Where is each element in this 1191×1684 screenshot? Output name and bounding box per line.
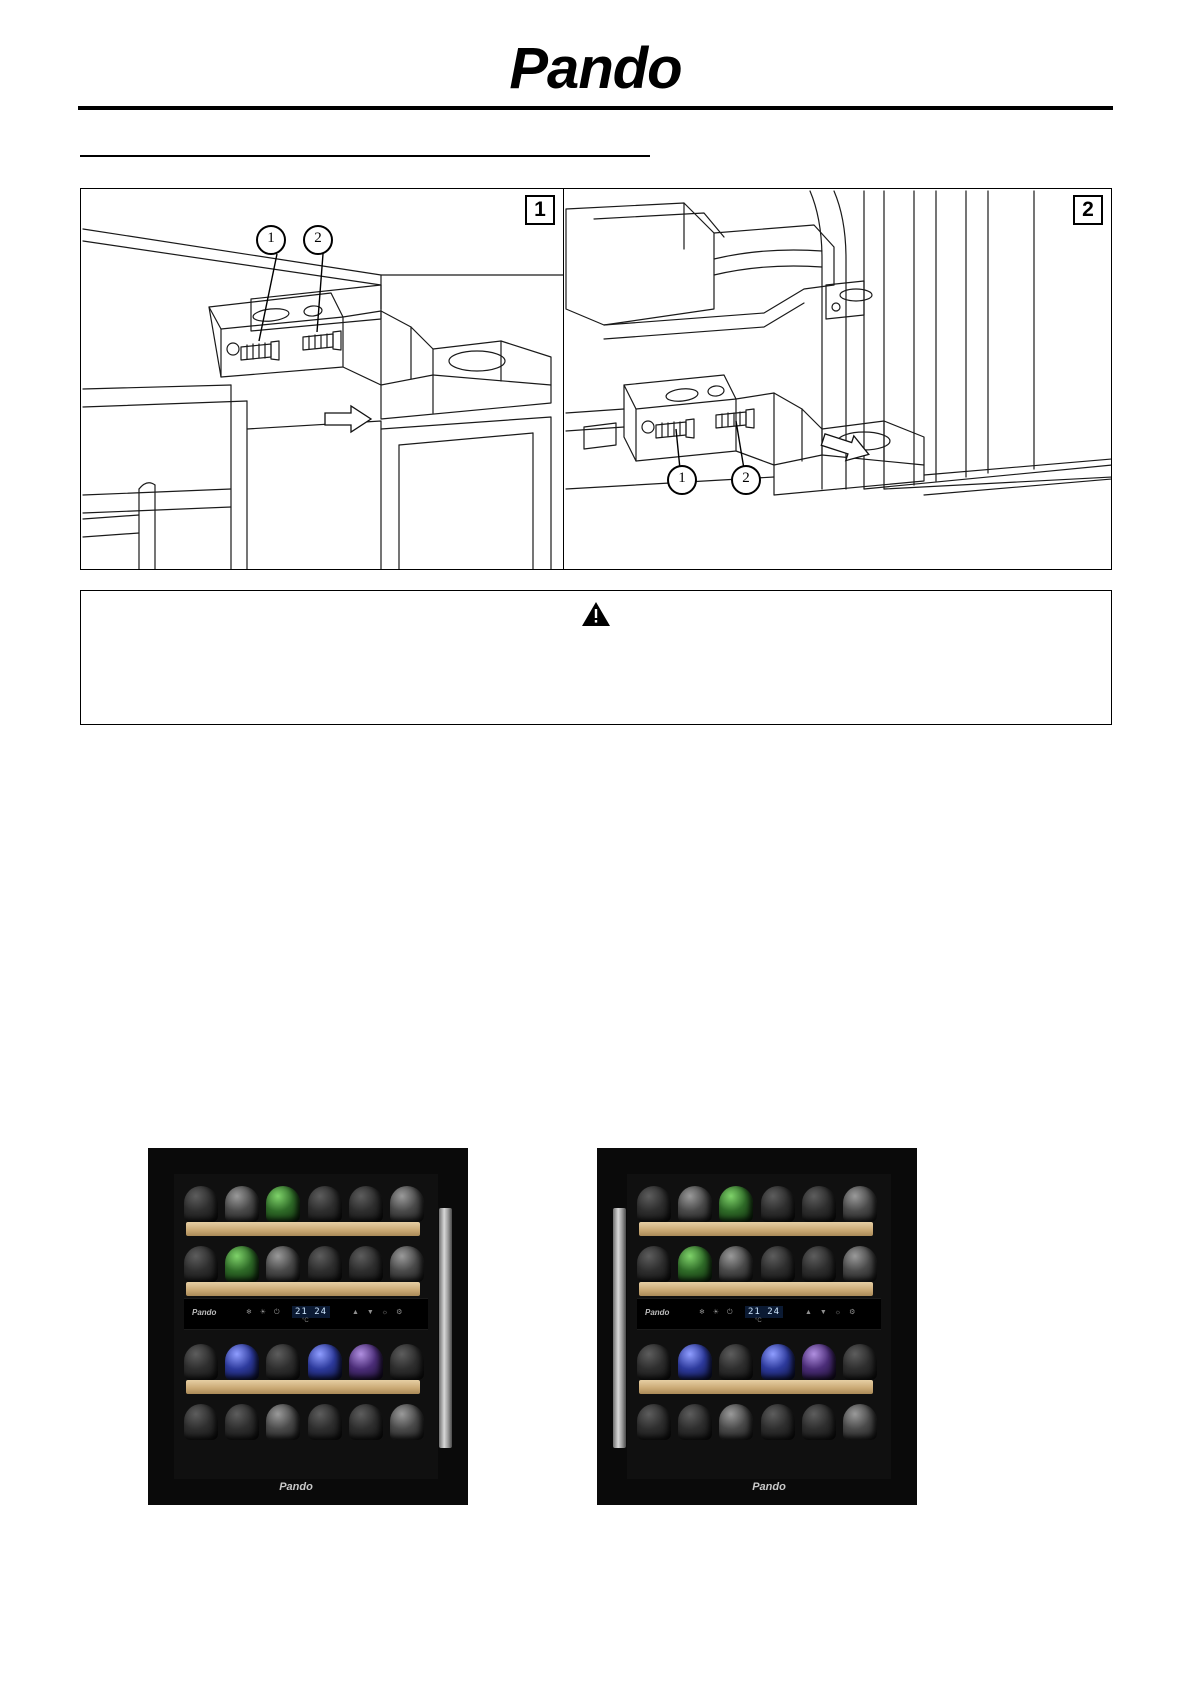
bottle xyxy=(308,1344,342,1380)
bottle xyxy=(184,1404,218,1440)
control-icons-left[interactable]: ❄ ☀ ⏻ xyxy=(246,1309,283,1316)
bottle xyxy=(637,1404,671,1440)
bottle xyxy=(802,1344,836,1380)
bottle xyxy=(678,1186,712,1222)
temperature-unit: °C xyxy=(302,1318,309,1324)
bottle xyxy=(637,1246,671,1282)
page-header xyxy=(0,36,1191,101)
bottle xyxy=(761,1344,795,1380)
bottle xyxy=(719,1186,753,1222)
bottle xyxy=(349,1404,383,1440)
bottle xyxy=(349,1246,383,1282)
bottle xyxy=(843,1186,877,1222)
bottle-row xyxy=(637,1180,877,1222)
figure-panel-1 xyxy=(80,188,564,570)
bottle xyxy=(843,1344,877,1380)
bottle xyxy=(843,1404,877,1440)
bottle xyxy=(678,1246,712,1282)
wood-shelf xyxy=(639,1222,873,1236)
bottle-row xyxy=(637,1398,877,1440)
bottle-row xyxy=(637,1240,877,1282)
door-handle[interactable] xyxy=(613,1208,626,1448)
figure-2-number: 2 xyxy=(1073,195,1103,225)
brand-logo: Pando xyxy=(509,36,682,101)
product-photo-right xyxy=(597,1148,917,1505)
bottle xyxy=(390,1344,424,1380)
bottle xyxy=(761,1246,795,1282)
bottle-row xyxy=(184,1180,424,1222)
bottle xyxy=(225,1246,259,1282)
bottle xyxy=(266,1404,300,1440)
bottle xyxy=(719,1404,753,1440)
bottle xyxy=(390,1186,424,1222)
control-icons-right[interactable]: ▲ ▼ ☼ ⚙ xyxy=(805,1309,859,1316)
bottle xyxy=(349,1344,383,1380)
control-panel-brand: Pando xyxy=(645,1308,670,1317)
figure-2-callout-1: 1 xyxy=(667,465,697,495)
bottle xyxy=(719,1246,753,1282)
temperature-display: 21 24 xyxy=(745,1306,783,1318)
bottle xyxy=(308,1246,342,1282)
product-brand-right: Pando xyxy=(752,1481,786,1493)
bottle xyxy=(802,1404,836,1440)
bottle xyxy=(184,1344,218,1380)
control-icons-left[interactable]: ❄ ☀ ⏻ xyxy=(699,1309,736,1316)
figure-1-callout-1: 1 xyxy=(256,225,286,255)
section-divider xyxy=(80,155,650,157)
bottle xyxy=(802,1186,836,1222)
bottle xyxy=(308,1404,342,1440)
cabinet-interior-left xyxy=(174,1174,438,1479)
wood-shelf xyxy=(186,1282,420,1296)
figure-2-callout-2: 2 xyxy=(731,465,761,495)
header-divider xyxy=(78,106,1113,110)
bottle xyxy=(308,1186,342,1222)
wood-shelf xyxy=(639,1380,873,1394)
bottle xyxy=(637,1344,671,1380)
bottle xyxy=(266,1246,300,1282)
bottle xyxy=(719,1344,753,1380)
figure-panel-2 xyxy=(564,188,1112,570)
cabinet-interior-right xyxy=(627,1174,891,1479)
wood-shelf xyxy=(186,1222,420,1236)
figure-1-number: 1 xyxy=(525,195,555,225)
bottle xyxy=(843,1246,877,1282)
control-panel-right[interactable] xyxy=(637,1298,881,1330)
door-handle[interactable] xyxy=(439,1208,452,1448)
bottle xyxy=(266,1344,300,1380)
bottle-row xyxy=(637,1338,877,1380)
bottle xyxy=(184,1246,218,1282)
bottle xyxy=(184,1186,218,1222)
control-panel-brand: Pando xyxy=(192,1308,217,1317)
wood-shelf xyxy=(186,1380,420,1394)
product-photo-group xyxy=(0,1148,1191,1508)
control-panel-left[interactable] xyxy=(184,1298,428,1330)
temperature-display: 21 24 xyxy=(292,1306,330,1318)
bottle-row xyxy=(184,1338,424,1380)
bottle xyxy=(802,1246,836,1282)
bottle xyxy=(390,1246,424,1282)
bottle xyxy=(637,1186,671,1222)
control-icons-right[interactable]: ▲ ▼ ☼ ⚙ xyxy=(352,1309,406,1316)
temperature-unit: °C xyxy=(755,1318,762,1324)
bottle xyxy=(678,1404,712,1440)
bottle xyxy=(266,1186,300,1222)
bottle xyxy=(349,1186,383,1222)
bottle-row xyxy=(184,1240,424,1282)
bottle xyxy=(225,1404,259,1440)
wood-shelf xyxy=(639,1282,873,1296)
product-photo-left xyxy=(148,1148,468,1505)
bottle-row xyxy=(184,1398,424,1440)
figure-2-illustration xyxy=(564,189,1112,570)
bottle xyxy=(761,1186,795,1222)
warning-triangle-icon xyxy=(581,601,611,627)
figure-group xyxy=(80,188,1112,570)
bottle xyxy=(761,1404,795,1440)
figure-1-callout-2: 2 xyxy=(303,225,333,255)
bottle xyxy=(225,1344,259,1380)
bottle xyxy=(678,1344,712,1380)
product-brand-left: Pando xyxy=(279,1481,313,1493)
warning-box xyxy=(80,590,1112,725)
bottle xyxy=(225,1186,259,1222)
bottle xyxy=(390,1404,424,1440)
